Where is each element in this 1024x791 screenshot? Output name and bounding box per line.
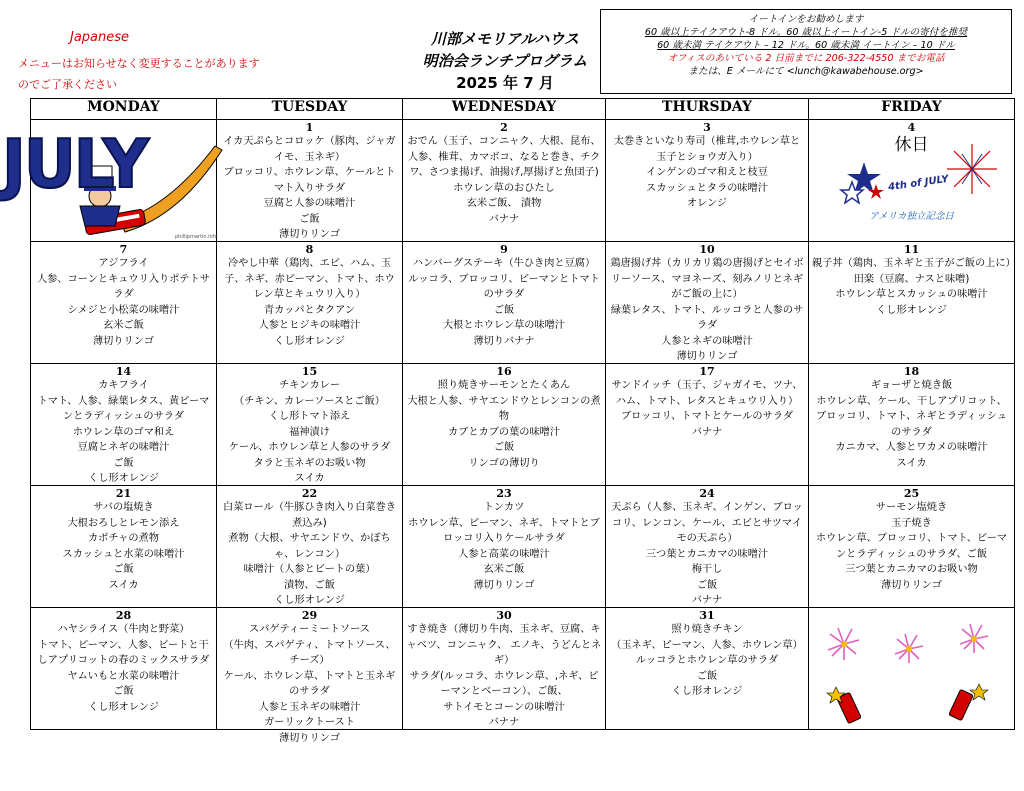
day-number: 7 [119,243,128,256]
menu-item: ご飯 [113,686,134,697]
day-content [403,608,605,729]
menu-item: 田楽（豆腐、ナスと味噌) [853,273,970,285]
menu-item: ケール、ホウレン草と人参のサラダ [228,442,391,453]
day-content [606,608,808,729]
menu-item: 人参と高菜の味噌汁 [458,548,550,560]
menu-item: ホウレン草とスカッシュの味噌汁 [835,289,988,300]
menu-item: 三つ葉とカニカマのお吸い物 [845,564,978,575]
menu-item: バナナ [691,426,723,438]
day-number: 16 [496,365,512,378]
menu-item: 豆腐とネギの味噌汁 [77,442,170,453]
menu-item: カニカマ、人参とワカメの味噌汁 [835,442,988,453]
menu-item: ご飯 [696,670,718,682]
menu-item: スイカ [294,473,325,484]
menu-item: 天ぷら（人参、玉ネギ、インゲン、ブロッコリ、レンコン、ケール、エビとサツマイモの天ぷら） [611,502,803,544]
day-cell [217,364,403,486]
menu-item: 薄切りリンゴ [92,335,155,347]
illustration-credit: phillipmartin.info [175,234,218,240]
program-title: 明治会ランチプログラム [422,52,588,70]
menu-item: インゲンのゴマ和えと枝豆 [646,167,768,178]
day-number: 3 [703,121,711,134]
menu-item: 人参、コーンとキュウリ入りポテトサラダ [37,273,210,300]
menu-item: くし形オレンジ [274,595,345,606]
menu-item: ホウレン草、ピーマン、ネギ、トマトとブロッコリ入りケールサラダ [408,517,600,544]
menu-item: くし形オレンジ [671,686,743,697]
menu-item: カブとカブの葉の味噌汁 [447,426,561,438]
day-cell [606,242,809,364]
menu-item: ガーリックトースト [264,717,355,728]
menu-item: ホウレン草、ケール、干しアプリコット、ブロッコリ、トマト、ネギとラディッシュのサラダ [816,395,1007,438]
day-cell [31,486,217,608]
menu-item: スカッシュと水菜の味噌汁 [62,548,185,560]
day-number: 14 [115,365,132,378]
menu-item: 鶏唐揚げ丼（カリカリ鶏の唐揚げとセイボリーソース、マヨネーズ、刻みノリとネギがご飯の上に） [610,258,804,300]
day-content [31,608,216,729]
menu-item: ギョーザと焼き飯 [870,380,953,391]
day-cell [217,120,403,242]
weekday-friday: FRIDAY [809,99,1015,120]
menu-item: カキフライ [98,380,149,391]
year-month: 2025 年 7 月 [456,74,554,92]
menu-item: ブロッコリ、ホウレン草、ケールとトマト入りサラダ [223,167,396,194]
menu-item: くし形オレンジ [274,335,345,347]
day-cell [217,608,403,744]
menu-item: ホウレン草、ブロッコリ、トマト、ピーマンとラディッシュのサラダ、ご飯 [815,533,1008,560]
day-number: 30 [496,609,512,622]
menu-item: スパゲティーミートソース [249,624,370,635]
menu-item: 人参とヒジキの味噌汁 [258,320,361,331]
day-cell [809,242,1015,364]
menu-item: 親子丼（鶏肉、玉ネギと玉子がご飯の上に） [812,258,1016,269]
notice-phone: オフィスのあいている 2 日前までに 206-322-4550 までお電話 [667,53,945,64]
day-number: 22 [301,487,318,500]
day-cell [217,242,403,364]
menu-item: 緑葉レタス、トマト、ルッコラと人参のサラダ [610,304,804,331]
menu-item: ご飯 [696,579,718,591]
day-cell [809,486,1015,608]
menu-item: サンドイッチ（玉子、ジャガイモ、ツナ、ハム、トマト、レタスとキュウリ入り） [611,380,803,407]
holiday-label: 休日 [894,135,929,155]
menu-item: 豆腐と人参の味噌汁 [263,198,356,209]
day-number: 4 [907,121,916,134]
menu-item: ルッコラ、ブロッコリ、ピーマンとトマトのサラダ [408,273,600,300]
day-cell [606,486,809,608]
menu-item: ご飯 [299,213,320,225]
weekday-monday: MONDAY [31,99,217,120]
menu-item: オレンジ [686,198,728,209]
menu-item: 薄切りリンゴ [278,229,341,240]
menu-change-ack: のでご了承ください [18,78,117,91]
menu-item: シメジと小松菜の味噌汁 [67,304,180,316]
menu-item: 冷やし中華（鶏肉、エビ、ハム、玉子、ネギ、赤ピーマン、トマト、ホウレン草とキュウリ入り） [224,258,395,300]
day-content [809,364,1014,485]
menu-item: ハヤシライス（牛肉と野菜） [57,624,190,635]
day-content [217,486,402,607]
fourth-of-july-badge: 4th of JULY [887,173,950,193]
menu-item: バナナ [691,595,723,606]
menu-change-notice: メニューはお知らせなく変更することがあります [18,57,260,70]
menu-item: ケール、ホウレン草、トマトと玉ネギのサラダ [223,670,396,697]
menu-item: 照り焼きチキン [671,624,743,635]
day-cell [31,242,217,364]
day-number: 23 [496,487,512,500]
menu-item: スイカ [896,457,927,469]
menu-item: 大根おろしとレモン添え [67,517,180,529]
day-content [31,242,216,363]
day-cell [809,364,1015,486]
menu-item: トマト、人参、緑葉レタス、黄ピーマンとラディッシュのサラダ [37,395,210,422]
day-content [809,120,1014,241]
day-number: 9 [500,243,508,256]
menu-item: タラと玉ネギのお吸い物 [253,457,366,469]
menu-item: アジフライ [98,258,149,269]
menu-item: 薄切りリンゴ [676,351,738,362]
day-cell [606,608,809,730]
day-content [606,364,808,485]
menu-item: （玉ネギ、ピーマン、人参、ホウレン草） [611,639,803,651]
menu-item: ホウレン草のおひたし [453,182,555,194]
menu-item: 白菜ロール（牛豚ひき肉入り白菜巻き煮込み) [223,502,396,529]
fireworks-illustration [812,609,1011,733]
menu-item: ご飯 [493,304,515,316]
language-label: Japanese [70,30,130,45]
menu-item: くし形オレンジ [88,473,159,484]
weekday-tuesday: TUESDAY [217,99,403,120]
menu-item: カボチャの煮物 [87,533,159,544]
day-number: 1 [305,121,314,134]
menu-item: バナナ [488,213,520,225]
day-content [606,120,808,241]
menu-item: 薄切りリンゴ [278,732,341,744]
donation-notice-box [600,9,1012,94]
menu-item: 三つ葉とカニカマの味噌汁 [645,548,769,560]
menu-item: イカ天ぷらとコロッケ（豚肉、ジャガイモ、玉ネギ） [223,136,396,163]
day-content [809,242,1014,363]
menu-item: くし形トマト添え [268,411,351,422]
menu-item: 照り焼きサーモンとたくあん [437,380,571,391]
day-cell [217,486,403,608]
july-title-art: JULY [2,126,147,204]
day-number: 10 [699,243,715,256]
menu-item: 玉子焼き [891,517,932,529]
day-content [217,608,402,744]
day-cell [606,120,809,242]
menu-item: くし形オレンジ [876,304,947,316]
day-content [403,486,605,607]
menu-item: スイカ [108,579,139,591]
menu-item: ご飯 [493,442,515,453]
day-number: 29 [301,609,318,622]
menu-item: くし形オレンジ [88,701,159,713]
notice-senior-price: 60 歳以上テイクアウト-8 ドル。60 歳以上イートイン-5 ドルの寄付を推奨 [644,27,968,38]
day-number: 25 [903,487,920,500]
holiday-note: アメリカ独立記念日 [869,210,954,222]
notice-under60-price: 60 歳未満 テイクアウト – 12 ドル。60 歳未満 イートイン – 10 ドル [657,40,955,51]
menu-item: 青カッパとタクアン [263,304,356,316]
day-content [606,486,808,607]
weekday-wednesday: WEDNESDAY [403,99,606,120]
day-cell [403,486,606,608]
day-content [217,242,402,363]
day-content [31,486,216,607]
menu-item: チキンカレー [278,380,341,391]
menu-item: サバの塩焼き [93,502,154,513]
week-row [31,608,1015,730]
day-cell [403,242,606,364]
menu-item: 味噌汁（人参とビートの葉） [243,564,376,575]
day-content [809,608,1014,729]
day-content [403,120,605,241]
notice-eat-in: イートインをお勧めします [748,14,864,25]
menu-item: サラダ(ルッコラ、ホウレン草、,ネギ、ピーマンとベーコン）、ご飯、 [409,670,599,697]
menu-item: ハンバーグステーキ（牛ひき肉と豆腐） [412,258,596,269]
day-number: 24 [699,487,715,500]
day-content [403,242,605,363]
day-cell [809,120,1015,242]
day-number: 2 [500,121,508,134]
day-cell [606,364,809,486]
menu-item: 太巻きといなり寿司（椎茸,ホウレン草と玉子とショウガ入り） [613,136,801,163]
day-number: 31 [699,609,715,622]
menu-item: ホウレン草のゴマ和え [72,426,175,438]
menu-item: トンカツ [483,502,525,513]
menu-item: 人参と玉ネギの味噌汁 [258,701,361,713]
menu-item: 薄切りリンゴ [473,579,535,591]
menu-item: ルッコラとホウレン草のサラダ [635,655,779,666]
menu-item: 福神漬け [289,426,330,438]
menu-item: サーモン塩焼き [875,502,948,513]
menu-item: ご飯 [113,457,134,469]
menu-item: 煮物（大根、サヤエンドウ、かぼちゃ、レンコン） [228,533,391,560]
day-cell [31,608,217,730]
day-number: 18 [903,365,920,378]
menu-item: 梅干し [691,564,723,575]
menu-item: ご飯 [113,564,134,575]
menu-item: 大根と人参、サヤエンドウとレンコンの煮物 [407,395,601,422]
day-cell [403,120,606,242]
menu-item: （牛肉、スパゲティ、トマトソース、チーズ） [223,639,396,666]
weekday-thursday: THURSDAY [606,99,809,120]
menu-item: トマト、ピーマン、人参、ビートと干しアプリコットの春のミックスサラダ [37,639,210,666]
menu-item: 玄米ご飯、 漬物 [466,198,542,209]
day-content [31,364,216,485]
fireworks-icon [814,609,1009,727]
day-number: 28 [115,609,132,622]
menu-item: 玄米ご飯 [103,320,144,331]
menu-item: 玄米ご飯 [483,564,525,575]
menu-item: すき焼き（薄切り牛肉、玉ネギ、豆腐、キャベツ、コンニャク、 エノキ、うどんとネギ） [406,624,602,666]
day-cell [31,364,217,486]
menu-item: サトイモとコーンの味噌汁 [443,701,565,713]
menu-item: 薄切りリンゴ [880,579,943,591]
menu-item: ブロッコリ、トマトとケールのサラダ [620,411,794,422]
menu-item: 人参とネギの味噌汁 [661,335,753,347]
day-content [217,120,402,241]
weekday-header-row [31,99,1015,120]
day-content [606,242,808,363]
day-cell [403,608,606,730]
menu-item: スカッシュとタラの味噌汁 [646,182,768,194]
day-cell [403,364,606,486]
day-number: 11 [903,243,920,256]
menu-item: （チキン、カレーソースとご飯） [234,395,385,407]
week-row [31,242,1015,364]
notice-email: または、E メールにて <lunch@kawabehouse.org> [688,66,924,77]
menu-item: ヤムいもと水菜の味噌汁 [67,670,180,682]
menu-item: 薄切りバナナ [473,335,535,347]
day-content [809,486,1014,607]
day-number: 8 [305,243,314,256]
week-row [31,486,1015,608]
day-number: 15 [301,365,318,378]
menu-item: 大根とホウレン草の味噌汁 [443,320,565,331]
menu-item: 漬物、ご飯 [284,579,335,591]
independence-day-illustration [812,154,1011,209]
day-number: 21 [115,487,132,500]
day-content [403,364,605,485]
menu-item: バナナ [488,717,520,728]
july-uncle-sam-illustration [0,126,225,244]
org-name: 川部メモリアルハウス [431,30,579,48]
day-cell [809,608,1015,730]
day-number: 17 [699,365,715,378]
week-row [31,364,1015,486]
day-content [217,364,402,485]
menu-item: おでん（玉子、コンニャク、大根、昆布、人参、椎茸、カマボコ、なると巻き、チクワ、さつま揚げ、油揚げ,厚揚げと魚団子) [407,136,601,178]
menu-item: リンゴの薄切り [468,457,540,469]
